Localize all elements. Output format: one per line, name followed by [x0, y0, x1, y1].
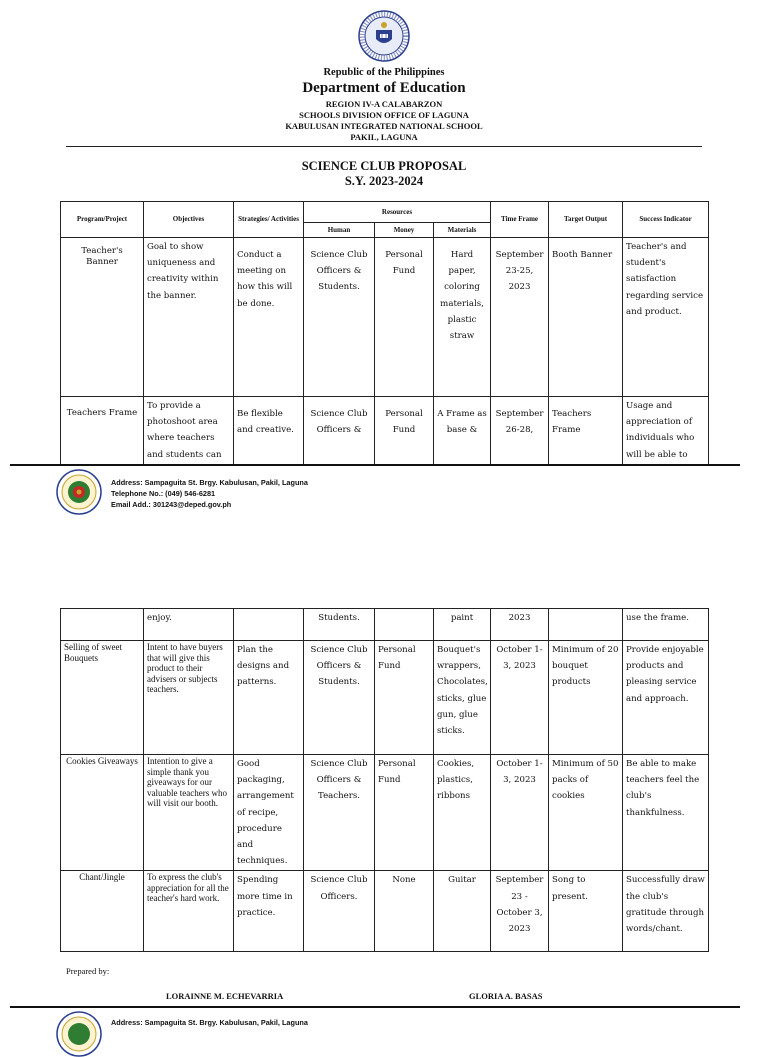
- table-row: [61, 609, 709, 641]
- col-header-success: Success Indicator: [623, 202, 709, 238]
- prepared-by-label: Prepared by:: [66, 966, 110, 976]
- table-row: [61, 641, 709, 755]
- footer-address: [111, 477, 308, 510]
- cell-objectives: To express the club's appreciation for all the teacher's hard work.: [144, 871, 234, 952]
- cell-objectives: Goal to show uniqueness and creativity within the banner.: [144, 238, 234, 397]
- cell-program: [61, 609, 144, 641]
- town-heading: PAKIL, LAGUNA: [350, 132, 418, 142]
- col-header-materials: Materials: [434, 223, 491, 238]
- cell-program: Chant/Jingle: [61, 871, 144, 952]
- cell-program: Teacher's Banner: [61, 238, 144, 397]
- cell-materials: Hard paper, coloring materials, plastic straw: [434, 238, 491, 397]
- cell-success: Teacher's and student's satisfaction regarding service and product.: [623, 238, 709, 397]
- cell-strategies: Be flexible and creative.: [234, 397, 304, 465]
- school-heading: KABULUSAN INTEGRATED NATIONAL SCHOOL: [285, 121, 483, 131]
- cell-objectives: To provide a photoshoot area where teachers and students can: [144, 397, 234, 465]
- document-page-2: [0, 608, 768, 1024]
- cell-materials: paint: [434, 609, 491, 641]
- cell-target: [549, 609, 623, 641]
- cell-human: Students.: [304, 609, 375, 641]
- col-header-objectives: Objectives: [144, 202, 234, 238]
- cell-target: Teachers Frame: [549, 397, 623, 465]
- table-row: [61, 238, 709, 397]
- cell-success: Usage and appreciation of individuals who will be able to: [623, 397, 709, 465]
- cell-success: Provide enjoyable products and pleasing service and approach.: [623, 641, 709, 755]
- region-heading: REGION IV-A CALABARZON: [325, 99, 443, 109]
- cell-objectives: Intent to have buyers that will give this product to their advisers or subjects teachers.: [144, 641, 234, 755]
- col-header-timeframe: Time Frame: [491, 202, 549, 238]
- col-header-human: Human: [304, 223, 375, 238]
- proposal-table-page1: [60, 201, 709, 465]
- cell-success: Successfully draw the club's gratitude through words/chant.: [623, 871, 709, 952]
- republic-heading: Republic of the Philippines: [323, 67, 445, 78]
- cell-timeframe: September 23-25, 2023: [491, 238, 549, 397]
- cell-target: Minimum of 20 bouquet products: [549, 641, 623, 755]
- table-row: [61, 755, 709, 871]
- cell-program: Selling of sweet Bouquets: [61, 641, 144, 755]
- cell-objectives: Intention to give a simple thank you giveaways for our valuable teachers who will visit our booth.: [144, 755, 234, 871]
- cell-strategies: Good packaging, arrangement of recipe, procedure and techniques.: [234, 755, 304, 871]
- cell-money: Personal Fund: [375, 238, 434, 397]
- proposal-title: SCIENCE CLUB PROPOSAL: [301, 159, 467, 173]
- col-header-money: Money: [375, 223, 434, 238]
- cell-human: Science Club Officers & Students.: [304, 641, 375, 755]
- col-header-resources: Resources: [304, 202, 491, 223]
- document-page-1: [0, 0, 768, 520]
- deped-seal-icon: [358, 10, 410, 62]
- col-header-target: Target Output: [549, 202, 623, 238]
- cell-human: Science Club Officers & Teachers.: [304, 755, 375, 871]
- cell-materials: Guitar: [434, 871, 491, 952]
- cell-human: Science Club Officers.: [304, 871, 375, 952]
- signatory-2: GLORIA A. BASAS: [469, 991, 543, 1001]
- cell-money: None: [375, 871, 434, 952]
- col-header-program: Program/Project: [61, 202, 144, 238]
- footer-divider-page2: [10, 1006, 740, 1008]
- page-gap: [0, 520, 768, 608]
- cell-materials: Bouquet's wrappers, Chocolates, sticks, glue gun, glue sticks.: [434, 641, 491, 755]
- cell-strategies: Plan the designs and patterns.: [234, 641, 304, 755]
- cell-objectives: enjoy.: [144, 609, 234, 641]
- cell-timeframe: October 1-3, 2023: [491, 755, 549, 871]
- footer-email: Email Add.: 301243@deped.gov.ph: [111, 500, 232, 509]
- col-header-strategies: Strategies/ Activities: [234, 202, 304, 238]
- cell-timeframe: October 1-3, 2023: [491, 641, 549, 755]
- school-logo-icon-page2: [56, 1011, 102, 1057]
- footer-divider: [10, 464, 740, 466]
- cell-timeframe: September 26-28,: [491, 397, 549, 465]
- cell-target: Booth Banner: [549, 238, 623, 397]
- division-heading: SCHOOLS DIVISION OFFICE OF LAGUNA: [299, 110, 469, 120]
- table-row: [61, 397, 709, 465]
- cell-success: Be able to make teachers feel the club's thankfulness.: [623, 755, 709, 871]
- cell-money: Personal Fund: [375, 755, 434, 871]
- table-row: [61, 871, 709, 952]
- cell-money: [375, 609, 434, 641]
- school-logo-icon: [56, 469, 102, 515]
- cell-materials: Cookies, plastics, ribbons: [434, 755, 491, 871]
- cell-success: use the frame.: [623, 609, 709, 641]
- cell-materials: A Frame as base &: [434, 397, 491, 465]
- footer-address-line: Address: Sampaguita St. Brgy. Kabulusan, Pakil, Laguna: [111, 478, 308, 487]
- signatory-1: LORAINNE M. ECHEVARRIA: [166, 991, 284, 1001]
- department-heading: Department of Education: [302, 80, 466, 96]
- proposal-table-page2: [60, 608, 709, 952]
- cell-strategies: Spending more time in practice.: [234, 871, 304, 952]
- cell-target: Minimum of 50 packs of cookies: [549, 755, 623, 871]
- cell-money: Personal Fund: [375, 397, 434, 465]
- footer-telephone: Telephone No.: (049) 546-6281: [111, 489, 216, 498]
- cell-timeframe: September 23 - October 3, 2023: [491, 871, 549, 952]
- header-divider: [66, 146, 702, 147]
- cell-program: Cookies Giveaways: [61, 755, 144, 871]
- cell-timeframe: 2023: [491, 609, 549, 641]
- cell-money: Personal Fund: [375, 641, 434, 755]
- cell-strategies: [234, 609, 304, 641]
- cell-human: Science Club Officers & Students.: [304, 238, 375, 397]
- cell-human: Science Club Officers &: [304, 397, 375, 465]
- cell-target: Song to present.: [549, 871, 623, 952]
- school-year: S.Y. 2023-2024: [344, 174, 424, 188]
- cell-program: Teachers Frame: [61, 397, 144, 465]
- footer-address-page2: Address: Sampaguita St. Brgy. Kabulusan, Pakil, Laguna: [111, 1018, 308, 1027]
- cell-strategies: Conduct a meeting on how this will be done.: [234, 238, 304, 397]
